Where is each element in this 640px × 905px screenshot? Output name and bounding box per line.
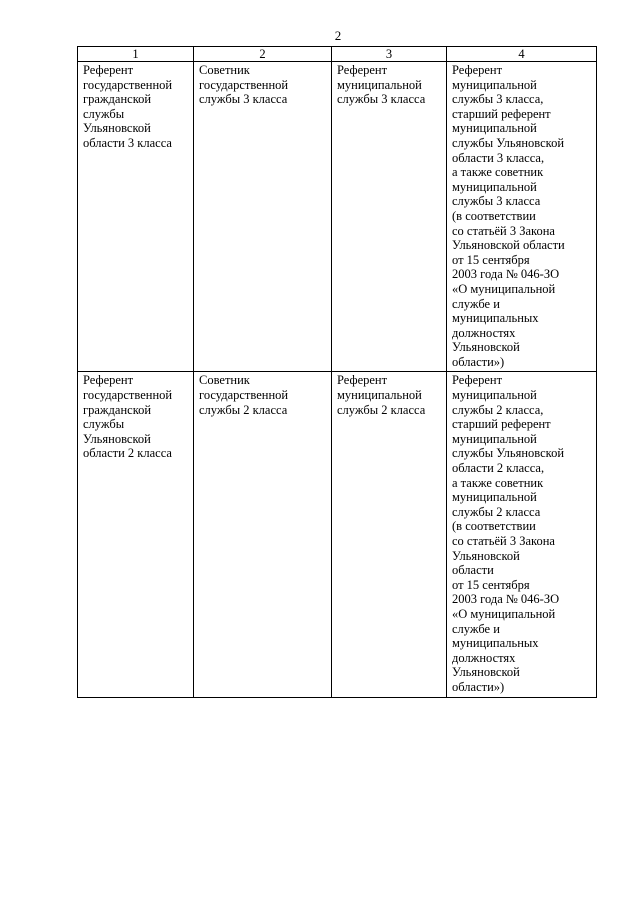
column-header-4: 4	[447, 47, 597, 62]
table-cell-civil-service-rank: Референт государственной гражданской службы Ульяновской области 2 класса	[78, 372, 194, 697]
table-cell-state-service-rank: Советник государственной службы 3 класса	[194, 62, 332, 372]
table-row	[78, 372, 597, 697]
table-cell-municipal-service-rank: Референт муниципальной службы 2 класса	[332, 372, 447, 697]
rank-correspondence-table	[77, 46, 597, 698]
column-header-3: 3	[332, 47, 447, 62]
table-cell-state-service-rank: Советник государственной службы 2 класса	[194, 372, 332, 697]
table-cell-municipal-service-rank: Референт муниципальной службы 3 класса	[332, 62, 447, 372]
table-cell-legacy-rank: Референт муниципальной службы 3 класса, старший референт муниципальной службы Ульяновской области 3 класса, а также советник муниципальной службы 3 класса (в соответствии со статьёй 3 Закона Ульяновской области от 15 сентября 2003 года № 046-ЗО «О муниципальной службе и муниципальных должностях Ульяновской области»)	[447, 62, 597, 372]
column-header-2: 2	[194, 47, 332, 62]
table-cell-civil-service-rank: Референт государственной гражданской службы Ульяновской области 3 класса	[78, 62, 194, 372]
column-header-1: 1	[78, 47, 194, 62]
table-cell-legacy-rank: Референт муниципальной службы 2 класса, старший референт муниципальной службы Ульяновской области 2 класса, а также советник муниципальной службы 2 класса (в соответствии со статьёй 3 Закона Ульяновской области от 15 сентября 2003 года № 046-ЗО «О муниципальной службе и муниципальных должностях Ульяновской области»)	[447, 372, 597, 697]
table-row	[78, 62, 597, 372]
page-number: 2	[334, 28, 342, 43]
table-header-row	[78, 47, 597, 62]
